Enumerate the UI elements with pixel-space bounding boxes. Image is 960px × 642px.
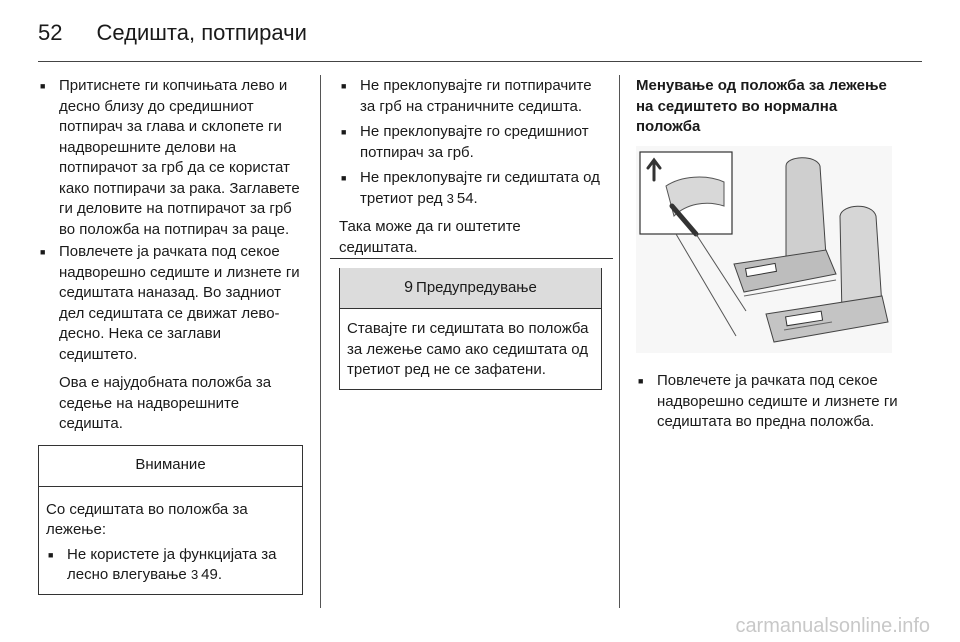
page-reference[interactable]: 49.: [201, 566, 223, 583]
warning-box-title: Предупредување: [416, 278, 537, 296]
bullet-item: ■ Не преклопувајте ги потпирачите за грб на страничните седишта.: [339, 76, 602, 117]
warning-box: [339, 268, 602, 390]
body-paragraph: Така може да ги оштетите седиштата.: [339, 218, 521, 256]
warning-box-text: Ставајте ги седиштата во положба за лежење само ако седиштата од третиот ред не се зафатени.: [347, 320, 589, 378]
header-divider: [38, 61, 922, 62]
watermark: carmanualsonline.info: [735, 615, 930, 637]
page-reference-icon: 3: [190, 567, 199, 582]
page-reference[interactable]: 54.: [456, 189, 478, 207]
warning-top-rule: [330, 258, 613, 259]
bullet-item: ■ Притиснете ги копчињата лево и десно близу до средишниот потпирач за глава и склопете ги надворешните делови на потпирачот за грб да се користат како потпирачи за рака. Заглавете ги деловите на потпирачот за грб во положба на потпирач за раце.: [38, 76, 303, 240]
column-2: [339, 76, 602, 390]
notice-box-bullet: [46, 545, 295, 586]
notice-box-title: Внимание: [39, 446, 302, 487]
page-number: 52: [38, 20, 63, 45]
column-3: [636, 76, 904, 433]
page-title: Седишта, потпирачи: [96, 20, 307, 45]
note-paragraph: Ова е најудобната положба за седење на надворешните седишта.: [59, 374, 272, 432]
warning-box-header: [340, 268, 601, 309]
bullet-item: ■ Не преклопувајте го средишниот потпирач за грб.: [339, 122, 602, 163]
bullet-text: Не преклопувајте ги седиштата од третиот ред: [360, 169, 600, 207]
seat-illustration: [636, 146, 892, 353]
section-subheading: Менување од положба за лежење на седиштето во нормална положба: [636, 77, 887, 135]
page-reference-icon: 3: [446, 190, 454, 206]
bullet-item: ■ Повлечете ја рачката под секое надворешно седиште и лизнете ги седиштата наназад. Во задниот дел седиштата се движат лево-десно. Нека се заглави седиштето.: [38, 242, 303, 365]
notice-box-text: Со седиштата во положба за лежење:: [46, 500, 248, 538]
column-divider: [619, 75, 620, 608]
column-1: [38, 76, 303, 595]
notice-box: [38, 445, 303, 595]
notice-bullet-text: Не користете ја функцијата за лесно влегување: [67, 545, 277, 583]
warning-triangle-icon: 9: [404, 278, 414, 296]
column-divider: [320, 75, 321, 608]
bullet-item: ■ Повлечете ја рачката под секое надворешно седиште и лизнете ги седиштата во предна положба.: [636, 371, 904, 433]
bullet-item: [339, 168, 602, 209]
page-header: [38, 8, 307, 58]
